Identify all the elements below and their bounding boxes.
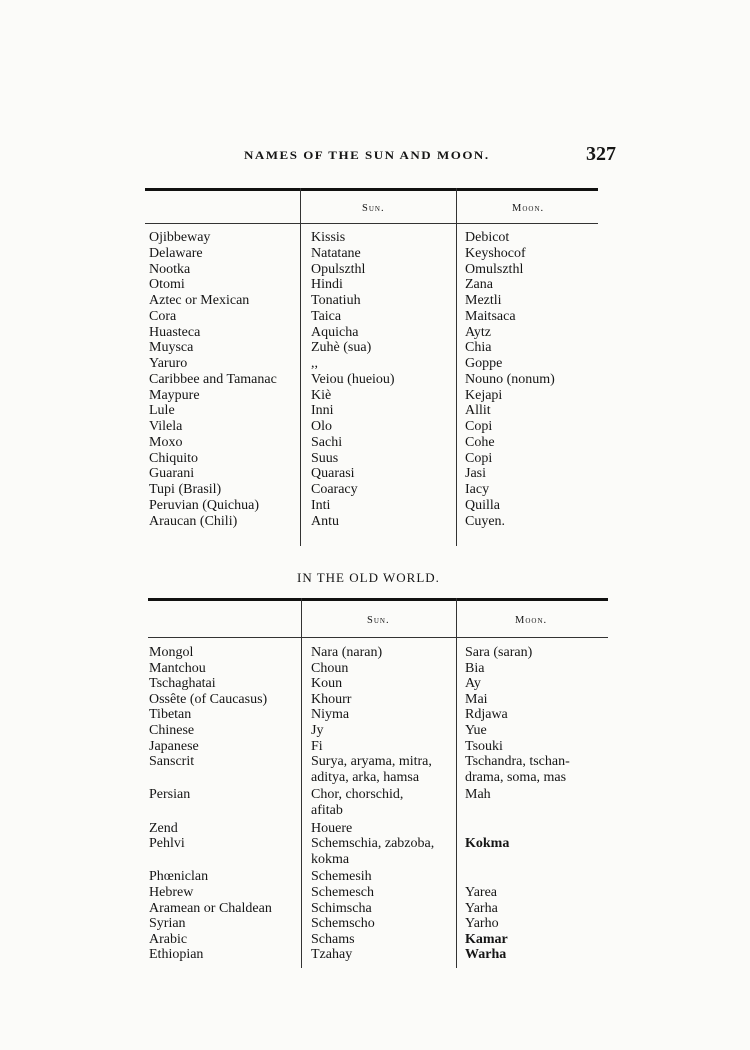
moon-name-cell: Bia	[465, 660, 485, 676]
moon-name-cell: Tschandra, tschan- drama, soma, mas	[465, 754, 570, 785]
section-heading: IN THE OLD WORLD.	[297, 570, 440, 585]
people-cell: Phœniclan	[149, 869, 209, 885]
sun-name-cell: Schimscha	[311, 900, 372, 916]
moon-name-cell: Copi	[465, 450, 493, 466]
people-cell: Huasteca	[149, 324, 201, 340]
sun-name-cell: Hindi	[311, 277, 343, 293]
people-cell: Aztec or Mexican	[149, 293, 250, 308]
people-cell: Persian	[149, 787, 191, 803]
sun-name-cell: ,,	[311, 356, 318, 371]
people-cell: Delaware	[149, 245, 203, 261]
sun-name-cell: Nara (naran)	[311, 645, 383, 660]
sun-column-header: Sun.	[362, 203, 385, 214]
people-cell: Caribbee and Tamanac	[149, 371, 277, 387]
people-cell: Sanscrit	[149, 754, 195, 770]
moon-name-cell: Chia	[465, 340, 492, 356]
sun-name-cell: Surya, aryama, mitra, aditya, arka, hamsa	[311, 754, 432, 785]
moon-name-cell: Iacy	[465, 482, 490, 497]
column-divider	[300, 188, 301, 546]
people-cell: Aramean or Chaldean	[149, 900, 272, 916]
sun-name-cell: Quarasi	[311, 466, 355, 482]
sun-name-cell: Koun	[311, 676, 343, 692]
moon-name-cell: Keyshocof	[465, 245, 526, 261]
people-cell: Yaruro	[149, 356, 188, 371]
column-divider	[456, 188, 457, 546]
moon-name-cell: Allit	[465, 403, 491, 419]
moon-name-cell: Meztli	[465, 293, 502, 308]
moon-name-cell: Yue	[465, 723, 487, 738]
sun-name-cell: Schemesch	[311, 885, 374, 900]
people-cell: Chiquito	[149, 450, 199, 466]
sun-name-cell: Inti	[311, 497, 331, 513]
people-cell: Maypure	[149, 387, 200, 403]
people-cell: Tibetan	[149, 707, 192, 723]
sun-name-cell: Tzahay	[311, 947, 353, 963]
header-rule	[145, 223, 598, 224]
moon-name-cell: Cohe	[465, 434, 495, 450]
people-cell: Otomi	[149, 277, 185, 293]
people-cell: Ethiopian	[149, 947, 204, 963]
column-divider	[456, 598, 457, 968]
sun-name-cell: Coaracy	[311, 482, 358, 497]
people-cell: Japanese	[149, 738, 199, 754]
moon-name-cell: Mah	[465, 787, 491, 803]
people-cell: Chinese	[149, 723, 195, 738]
moon-name-cell: Kejapi	[465, 387, 503, 403]
moon-name-cell: Aytz	[465, 324, 491, 340]
people-cell: Mongol	[149, 645, 194, 660]
moon-name-cell: Yarho	[465, 916, 499, 932]
moon-name-cell: Jasi	[465, 466, 486, 482]
people-cell: Pehlvi	[149, 836, 185, 852]
moon-name-cell: Mai	[465, 691, 488, 707]
sun-name-cell: Antu	[311, 513, 339, 529]
running-head: NAMES OF THE SUN AND MOON.	[244, 149, 490, 162]
sun-name-cell: Sachi	[311, 434, 343, 450]
people-cell: Peruvian (Quichua)	[149, 497, 260, 513]
sun-name-cell: Chor, chorschid, afitab	[311, 787, 404, 819]
people-cell: Muysca	[149, 340, 194, 356]
people-cell: Syrian	[149, 916, 186, 932]
sun-name-cell: Kissis	[311, 230, 346, 245]
moon-name-cell: Warha	[465, 947, 507, 963]
sun-name-cell: Schams	[311, 931, 355, 947]
moon-column-header: Moon.	[512, 203, 545, 214]
sun-name-cell: Aquicha	[311, 324, 359, 340]
sun-column-header: Sun.	[367, 615, 390, 626]
sun-name-cell: Schemschia, zabzoba, kokma	[311, 836, 435, 867]
sun-name-cell: Olo	[311, 419, 332, 434]
people-cell: Lule	[149, 403, 175, 419]
moon-name-cell: Copi	[465, 419, 493, 434]
sun-name-cell: Opulszthl	[311, 261, 366, 277]
sun-name-cell: Choun	[311, 660, 349, 676]
sun-name-cell: Inni	[311, 403, 334, 419]
people-cell: Moxo	[149, 434, 183, 450]
sun-name-cell: Veiou (hueiou)	[311, 371, 395, 387]
sun-name-cell: Khourr	[311, 691, 352, 707]
people-cell: Guarani	[149, 466, 195, 482]
moon-name-cell: Debicot	[465, 230, 510, 245]
people-cell: Mantchou	[149, 660, 206, 676]
moon-name-cell: Tsouki	[465, 738, 503, 754]
sun-name-cell: Zuhè (sua)	[311, 340, 372, 356]
moon-name-cell: Yarea	[465, 885, 498, 900]
table-top-rule	[148, 598, 608, 601]
sun-name-cell: Kiè	[311, 387, 332, 403]
column-divider	[301, 598, 302, 968]
sun-name-cell: Houere	[311, 820, 353, 836]
moon-name-cell: Cuyen.	[465, 513, 506, 529]
page-number: 327	[586, 143, 616, 165]
sun-name-cell: Schemscho	[311, 916, 375, 932]
sun-name-cell: Suus	[311, 450, 339, 466]
moon-name-cell: Nouno (nonum)	[465, 371, 555, 387]
sun-name-cell: Tonatiuh	[311, 293, 361, 308]
people-cell: Zend	[149, 820, 178, 836]
moon-name-cell: Kokma	[465, 836, 510, 852]
moon-name-cell: Goppe	[465, 356, 503, 371]
sun-name-cell: Jy	[311, 723, 324, 738]
moon-name-cell: Rdjawa	[465, 707, 508, 723]
people-cell: Araucan (Chili)	[149, 513, 238, 529]
moon-name-cell: Sara (saran)	[465, 645, 533, 660]
sun-name-cell: Fi	[311, 738, 323, 754]
sun-name-cell: Taica	[311, 308, 342, 324]
moon-name-cell: Yarha	[465, 900, 498, 916]
moon-name-cell: Maitsaca	[465, 308, 516, 324]
sun-name-cell: Natatane	[311, 245, 361, 261]
people-cell: Tschaghatai	[149, 676, 216, 692]
moon-name-cell: Quilla	[465, 497, 500, 513]
table-top-rule	[145, 188, 598, 191]
moon-column-header: Moon.	[515, 615, 548, 626]
sun-name-cell: Schemesih	[311, 869, 372, 885]
sun-name-cell: Niyma	[311, 707, 350, 723]
people-cell: Hebrew	[149, 885, 194, 900]
people-cell: Ojibbeway	[149, 230, 211, 245]
people-cell: Cora	[149, 308, 177, 324]
moon-name-cell: Omulszthl	[465, 261, 524, 277]
people-cell: Ossête (of Caucasus)	[149, 691, 268, 707]
header-rule	[148, 637, 608, 638]
moon-name-cell: Ay	[465, 676, 481, 692]
people-cell: Tupi (Brasil)	[149, 482, 222, 497]
people-cell: Vilela	[149, 419, 183, 434]
moon-name-cell: Kamar	[465, 931, 508, 947]
people-cell: Arabic	[149, 931, 188, 947]
moon-name-cell: Zana	[465, 277, 493, 293]
people-cell: Nootka	[149, 261, 191, 277]
